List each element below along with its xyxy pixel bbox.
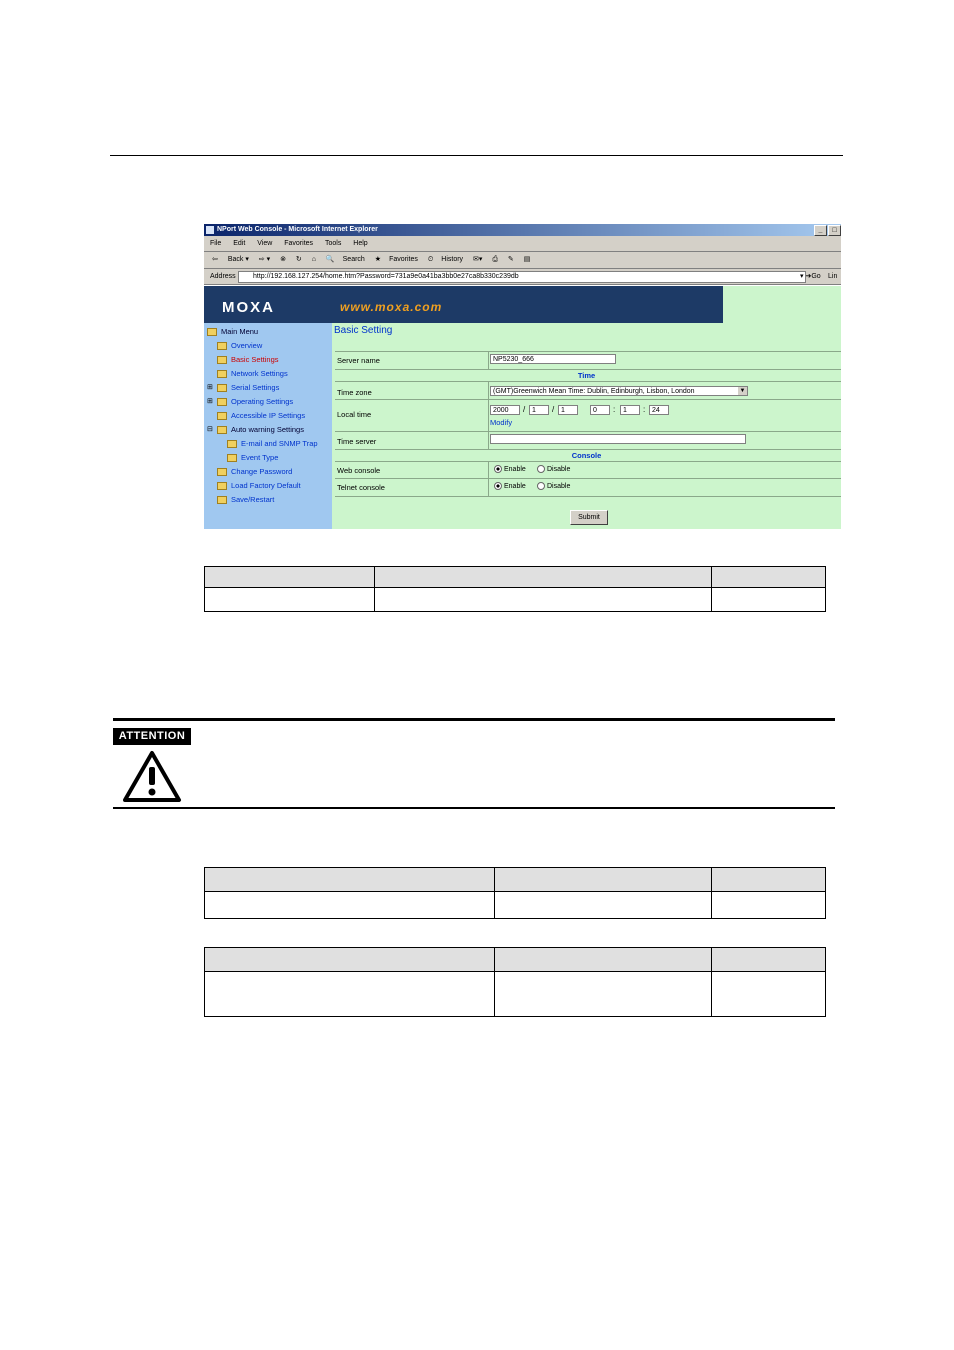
discuss-icon[interactable]: ▤ xyxy=(523,256,531,263)
table-cell xyxy=(712,588,826,612)
folder-icon xyxy=(217,342,227,350)
table-row xyxy=(205,892,826,919)
time-server-label: Time server xyxy=(337,437,377,446)
modify-link[interactable]: Modify xyxy=(490,418,513,427)
collapse-icon[interactable]: ⊟ xyxy=(207,426,213,433)
table-1 xyxy=(204,566,826,612)
table-cell xyxy=(205,972,495,1017)
server-name-label: Server name xyxy=(337,356,380,365)
window-title: NPort Web Console - Microsoft Internet Explorer xyxy=(217,226,378,233)
folder-icon xyxy=(217,496,227,504)
refresh-icon[interactable]: ↻ xyxy=(295,256,302,263)
menu-view[interactable]: View xyxy=(257,240,273,247)
column-separator xyxy=(488,382,489,400)
chevron-down-icon: ▼ xyxy=(739,388,746,394)
nav-save-restart[interactable]: Save/Restart xyxy=(217,495,274,505)
radio-selected-icon xyxy=(494,482,502,490)
warning-triangle-icon xyxy=(122,750,182,804)
attention-top-rule xyxy=(113,718,835,721)
nav-serial-settings[interactable]: Serial Settings xyxy=(217,383,279,393)
table-cell xyxy=(205,868,495,892)
telnet-console-label: Telnet console xyxy=(337,483,385,492)
folder-icon xyxy=(217,356,227,364)
console-section-header: Console xyxy=(571,451,602,460)
nav-load-factory-default[interactable]: Load Factory Default xyxy=(217,481,301,491)
history-button[interactable]: ⏲ History xyxy=(427,256,464,263)
stop-icon[interactable]: ⊗ xyxy=(280,256,286,263)
nav-email-snmp-trap[interactable]: E-mail and SNMP Trap xyxy=(227,439,318,449)
address-bar xyxy=(204,269,841,285)
address-input[interactable]: http://192.168.127.254/home.htm?Password=731a9e0a41ba3bb0e27ca8b330c239db xyxy=(238,271,806,283)
year-input[interactable]: 2000 xyxy=(490,405,520,415)
folder-icon xyxy=(217,482,227,490)
telnet-console-enable-radio[interactable]: Enable xyxy=(494,482,526,490)
column-separator xyxy=(488,479,489,496)
table-cell xyxy=(495,868,712,892)
nav-accessible-ip-settings[interactable]: Accessible IP Settings xyxy=(217,411,305,421)
folder-open-icon xyxy=(217,426,227,434)
time-server-input[interactable] xyxy=(490,434,746,444)
moxa-banner xyxy=(204,286,723,323)
print-icon[interactable]: ⎙ xyxy=(492,256,498,263)
table-cell xyxy=(712,868,826,892)
table-header-row xyxy=(205,567,826,588)
table-cell xyxy=(712,948,826,972)
table-cell xyxy=(205,588,375,612)
table-cell xyxy=(712,972,826,1017)
folder-icon xyxy=(227,454,237,462)
submit-button[interactable]: Submit xyxy=(570,510,608,525)
web-console-label: Web console xyxy=(337,466,381,475)
table-header-row xyxy=(205,948,826,972)
table-cell xyxy=(495,972,712,1017)
nav-event-type[interactable]: Event Type xyxy=(227,453,278,463)
column-separator xyxy=(488,462,489,479)
folder-icon xyxy=(217,370,227,378)
folder-icon xyxy=(207,328,217,336)
time-zone-label: Time zone xyxy=(337,388,372,397)
row-web-console xyxy=(335,461,841,479)
nav-auto-warning-settings[interactable]: Auto warning Settings xyxy=(217,425,304,435)
date-separator: / xyxy=(552,405,555,414)
maximize-icon[interactable]: □ xyxy=(828,225,841,236)
date-separator: / xyxy=(523,405,526,414)
search-button[interactable]: 🔍 Search xyxy=(325,256,365,263)
time-section-header: Time xyxy=(577,371,596,380)
menu-edit[interactable]: Edit xyxy=(233,240,246,247)
telnet-console-disable-radio[interactable]: Disable xyxy=(537,482,570,490)
column-separator xyxy=(488,400,489,432)
time-zone-select[interactable]: (GMT)Greenwich Mean Time: Dublin, Edinburgh, Lisbon, London ▼ xyxy=(490,386,748,396)
table-cell xyxy=(375,567,712,588)
basic-setting-panel xyxy=(332,323,841,529)
attention-bottom-rule xyxy=(113,807,835,809)
attention-label: ATTENTION xyxy=(113,728,191,745)
home-icon[interactable]: ⌂ xyxy=(311,256,316,263)
nav-operating-settings[interactable]: Operating Settings xyxy=(217,397,293,407)
table-cell xyxy=(495,948,712,972)
expand-icon[interactable]: ⊞ xyxy=(207,384,213,391)
nav-main-menu[interactable]: Main Menu xyxy=(207,327,258,337)
moxa-url: www.moxa.com xyxy=(340,300,443,314)
day-input[interactable]: 1 xyxy=(558,405,578,415)
nav-overview[interactable]: Overview xyxy=(217,341,262,351)
minute-input[interactable]: 1 xyxy=(620,405,640,415)
menu-tools[interactable]: Tools xyxy=(325,240,342,247)
radio-selected-icon xyxy=(494,465,502,473)
forward-icon[interactable]: ⇨ ▾ xyxy=(258,256,271,263)
ie-icon xyxy=(206,226,214,234)
table-row xyxy=(205,972,826,1017)
table-header-row xyxy=(205,868,826,892)
favorites-button[interactable]: ★ Favorites xyxy=(374,256,418,263)
browser-toolbar xyxy=(204,252,841,269)
menu-bar xyxy=(204,236,841,252)
menu-help[interactable]: Help xyxy=(353,240,368,247)
expand-icon[interactable]: ⊞ xyxy=(207,398,213,405)
folder-icon xyxy=(227,440,237,448)
local-time-label: Local time xyxy=(337,410,372,419)
links-label[interactable]: Lin xyxy=(828,273,838,280)
window-title-bar xyxy=(204,224,841,236)
table-cell xyxy=(712,567,826,588)
table-3 xyxy=(204,947,826,1017)
back-button[interactable]: ⇦ Back ▾ xyxy=(212,256,249,263)
column-separator xyxy=(488,352,489,370)
radio-icon xyxy=(537,482,545,490)
web-console-enable-radio[interactable]: Enable xyxy=(494,465,526,473)
time-separator: : xyxy=(643,405,646,414)
table-cell xyxy=(205,948,495,972)
table-cell xyxy=(375,588,712,612)
second-input[interactable]: 24 xyxy=(649,405,669,415)
folder-icon xyxy=(217,384,227,392)
table-cell xyxy=(495,892,712,919)
main-menu-tree xyxy=(204,323,332,529)
minimize-icon[interactable]: _ xyxy=(814,225,827,236)
web-console-disable-radio[interactable]: Disable xyxy=(537,465,570,473)
table-cell xyxy=(205,567,375,588)
table-cell xyxy=(712,892,826,919)
banner-side xyxy=(723,286,841,323)
radio-icon xyxy=(537,465,545,473)
nav-change-password[interactable]: Change Password xyxy=(217,467,292,477)
row-local-time xyxy=(335,399,841,432)
table-row xyxy=(205,588,826,612)
address-label: Address xyxy=(210,273,236,280)
menu-file[interactable]: File xyxy=(210,240,222,247)
table-2 xyxy=(204,867,826,919)
hour-input[interactable]: 0 xyxy=(590,405,610,415)
time-separator: : xyxy=(613,405,616,414)
folder-icon xyxy=(217,412,227,420)
menu-favorites[interactable]: Favorites xyxy=(284,240,314,247)
folder-icon xyxy=(217,468,227,476)
table-cell xyxy=(205,892,495,919)
page-title: Basic Setting xyxy=(334,325,393,336)
server-name-input[interactable]: NP5230_666 xyxy=(490,354,616,364)
browser-screenshot xyxy=(204,224,841,529)
nav-network-settings[interactable]: Network Settings xyxy=(217,369,288,379)
go-button[interactable]: ▾ ➜Go xyxy=(800,273,821,280)
column-separator xyxy=(488,432,489,450)
header-rule xyxy=(110,155,843,156)
month-input[interactable]: 1 xyxy=(529,405,549,415)
edit-icon[interactable]: ✎ xyxy=(507,256,514,263)
mail-icon[interactable]: ✉▾ xyxy=(473,256,483,263)
nav-basic-settings[interactable]: Basic Settings xyxy=(217,355,279,365)
folder-icon xyxy=(217,398,227,406)
row-telnet-console xyxy=(335,478,841,497)
moxa-logo: MOXA xyxy=(222,299,275,316)
